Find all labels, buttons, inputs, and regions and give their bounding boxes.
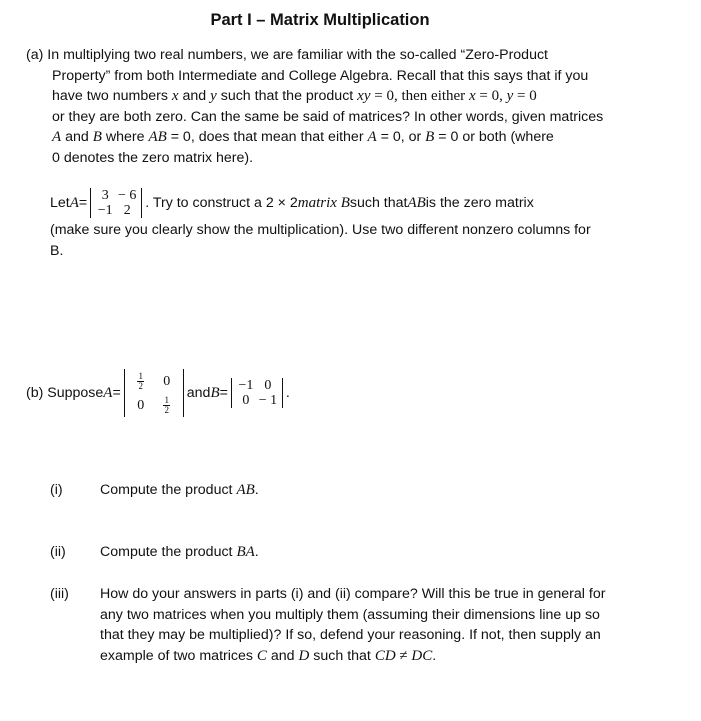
text: = 0 or both (where (434, 129, 554, 146)
text-line: that they may be multiplied)? If so, defend your reasoning. If not, then supply an (100, 627, 601, 644)
part-a-line-6: 0 denotes the zero matrix here). (52, 149, 254, 166)
text: have two numbers (52, 88, 172, 105)
let-a-block (50, 188, 640, 261)
text: . (254, 482, 259, 498)
text: . Try to construct a 2 × 2 (145, 194, 298, 211)
text: is the zero matrix (425, 194, 534, 211)
matrix-cell (154, 393, 180, 417)
var-C: C (256, 647, 267, 664)
let-a-line-2: (make sure you clearly show the multiplication). Use two different nonzero columns for (50, 222, 591, 238)
matrix-cell (128, 369, 154, 393)
equals: = (112, 384, 121, 401)
var-xy: xy (357, 88, 371, 105)
denominator: 2 (164, 404, 170, 415)
denominator: 2 (138, 380, 144, 391)
var-A: A (52, 129, 62, 146)
page-title: Part I – Matrix Multiplication (210, 11, 430, 29)
matrix-a-b (124, 369, 184, 417)
part-a-line-2: Property” from both Intermediate and College Algebra. Recall that this says that if you (52, 67, 589, 84)
equals: = (78, 194, 88, 211)
fraction (137, 372, 144, 391)
var-A: A (69, 194, 79, 211)
part-a-line-5 (26, 127, 646, 148)
item-number: (ii) (50, 544, 66, 560)
question-item (50, 584, 640, 666)
text: = 0, or (376, 129, 426, 146)
part-a-line-4: or they are both zero. Can the same be said of matrices? In other words, given matrices (52, 108, 604, 125)
item-text (100, 480, 640, 501)
let-a-line (50, 188, 640, 218)
var-BA: BA (236, 544, 255, 560)
var-CD: CD (374, 647, 396, 664)
matrix-cell: 0 (137, 397, 145, 413)
matrix-cell: 0 (163, 373, 171, 389)
part-a-paragraph (26, 45, 646, 169)
var-AB: AB (407, 194, 426, 211)
matrix-cell: 0 (264, 378, 272, 393)
question-item (50, 542, 640, 563)
matrix-b-b (231, 378, 283, 408)
part-a-label: (a) (26, 47, 44, 63)
period: . (285, 384, 290, 401)
matrix-cell: −1 (238, 378, 254, 393)
text: = 0 (513, 88, 537, 105)
var-AB: AB (148, 129, 167, 146)
matrix-a-cell: − 6 (118, 188, 137, 203)
matrix-a-cell: −1 (97, 203, 113, 218)
matrix-a-cell: 3 (101, 188, 109, 203)
matrix-cell: 0 (242, 393, 250, 408)
text: and (186, 384, 211, 401)
numerator: 1 (138, 370, 144, 381)
not-equal: ≠ (395, 647, 412, 664)
text: and (61, 129, 93, 146)
text: Compute the product (100, 482, 237, 498)
let-a-line-3: B. (50, 242, 64, 259)
var-y: y (210, 88, 217, 105)
text: . (432, 647, 437, 664)
text: . (254, 544, 259, 560)
var-B: B (92, 129, 102, 146)
var-B: B (210, 384, 220, 401)
var-x: x (171, 88, 179, 105)
equals: = (219, 384, 228, 401)
text-line: any two matrices when you multiply them (assuming their dimensions line up so (100, 606, 600, 623)
matrix-a-cell: 2 (123, 203, 131, 218)
var-A: A (103, 384, 113, 401)
text: = 0, then either (370, 88, 469, 105)
text: example of two matrices (100, 647, 257, 664)
text: where (101, 129, 149, 146)
var-DC: DC (411, 647, 433, 664)
text: such that (349, 194, 408, 211)
text: such that the product (216, 88, 358, 105)
var-x: x (468, 88, 476, 105)
text-line (100, 646, 640, 667)
text: = 0, (475, 88, 507, 105)
item-number: (iii) (50, 586, 69, 602)
var-A: A (367, 129, 377, 146)
text: = 0, does that mean that either (166, 129, 368, 146)
matrix-cell: − 1 (258, 393, 278, 408)
matrix-a (90, 188, 142, 218)
matrix-b-phrase: matrix B (297, 194, 350, 211)
var-y: y (506, 88, 514, 105)
text: and (266, 647, 299, 664)
item-number: (i) (50, 482, 63, 498)
text: Compute the product (100, 544, 237, 560)
var-AB: AB (236, 482, 255, 498)
item-text (100, 584, 640, 666)
question-item (50, 480, 640, 501)
part-a-line-3 (26, 86, 646, 107)
text: such that (309, 647, 375, 664)
item-text (100, 542, 640, 563)
text: Let (50, 194, 70, 211)
fraction (163, 396, 170, 415)
part-a-line-1 (26, 45, 646, 66)
part-b-label: (b) Suppose (26, 384, 104, 401)
part-a-text-1: In multiplying two real numbers, we are familiar with the so-called “Zero-Product (47, 47, 548, 63)
text-line: How do your answers in parts (i) and (ii) compare? Will this be true in general for (100, 586, 606, 602)
var-D: D (298, 647, 310, 664)
numerator: 1 (164, 394, 170, 405)
var-B: B (425, 129, 435, 146)
text: and (178, 88, 211, 105)
part-b-statement (26, 369, 290, 417)
